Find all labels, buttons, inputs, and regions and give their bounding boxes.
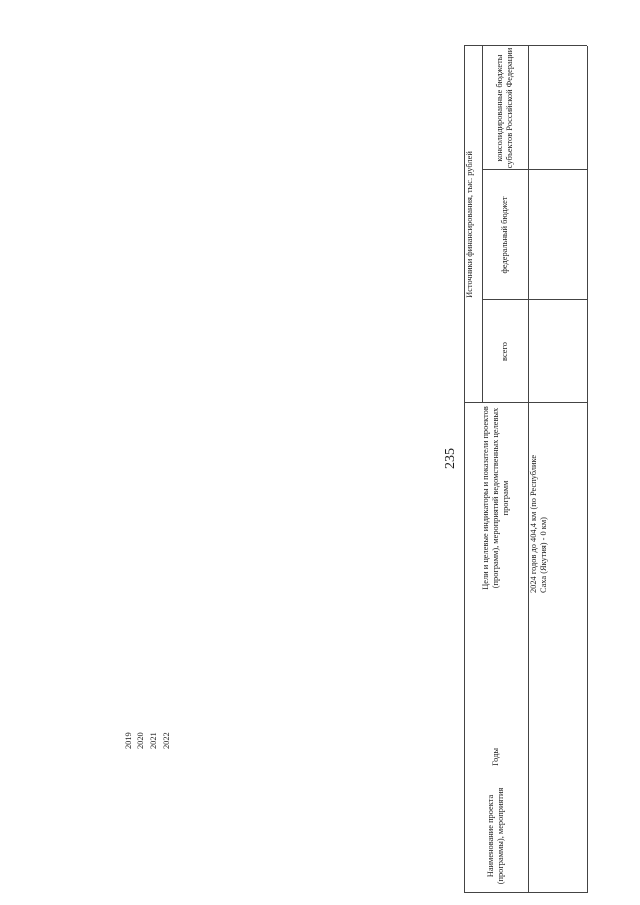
header-total-text: всего bbox=[499, 342, 509, 361]
page-number: 235 bbox=[443, 448, 458, 469]
header-years bbox=[464, 733, 528, 781]
year-s1-2020: 2020 bbox=[136, 732, 145, 749]
header-total bbox=[482, 300, 528, 403]
goal-text-s1-l2: Саха (Якутия) - 0 км) bbox=[539, 517, 548, 593]
header-federal-text: федеральный бюджет bbox=[499, 196, 509, 274]
header-goals bbox=[464, 403, 528, 593]
header-regional-text: консолидированные бюджеты субъектов Российской Федерации bbox=[494, 47, 514, 169]
year-s1-2022: 2022 bbox=[162, 732, 171, 749]
year-s1-2021: 2021 bbox=[149, 732, 158, 749]
header-regional bbox=[482, 46, 528, 170]
header-goals-text: Цели и целевые индикаторы и показатели проектов (программ), мероприятий ведомственных целевых программ bbox=[480, 406, 511, 590]
goal-text-s1-l1: 2024 годов до 404,4 км (по Республике bbox=[529, 454, 538, 593]
header-name bbox=[464, 781, 528, 891]
header-years-text: Годы bbox=[490, 748, 500, 766]
header-name-text: Наименование проекта (программы), мероприятия bbox=[485, 787, 505, 885]
year-s1-2019: 2019 bbox=[124, 732, 133, 749]
table-bottom-border bbox=[587, 46, 588, 893]
header-federal bbox=[482, 170, 528, 300]
header-sources: Источники финансирования, тыс. рублей bbox=[465, 151, 474, 298]
col-border-left bbox=[464, 892, 587, 893]
